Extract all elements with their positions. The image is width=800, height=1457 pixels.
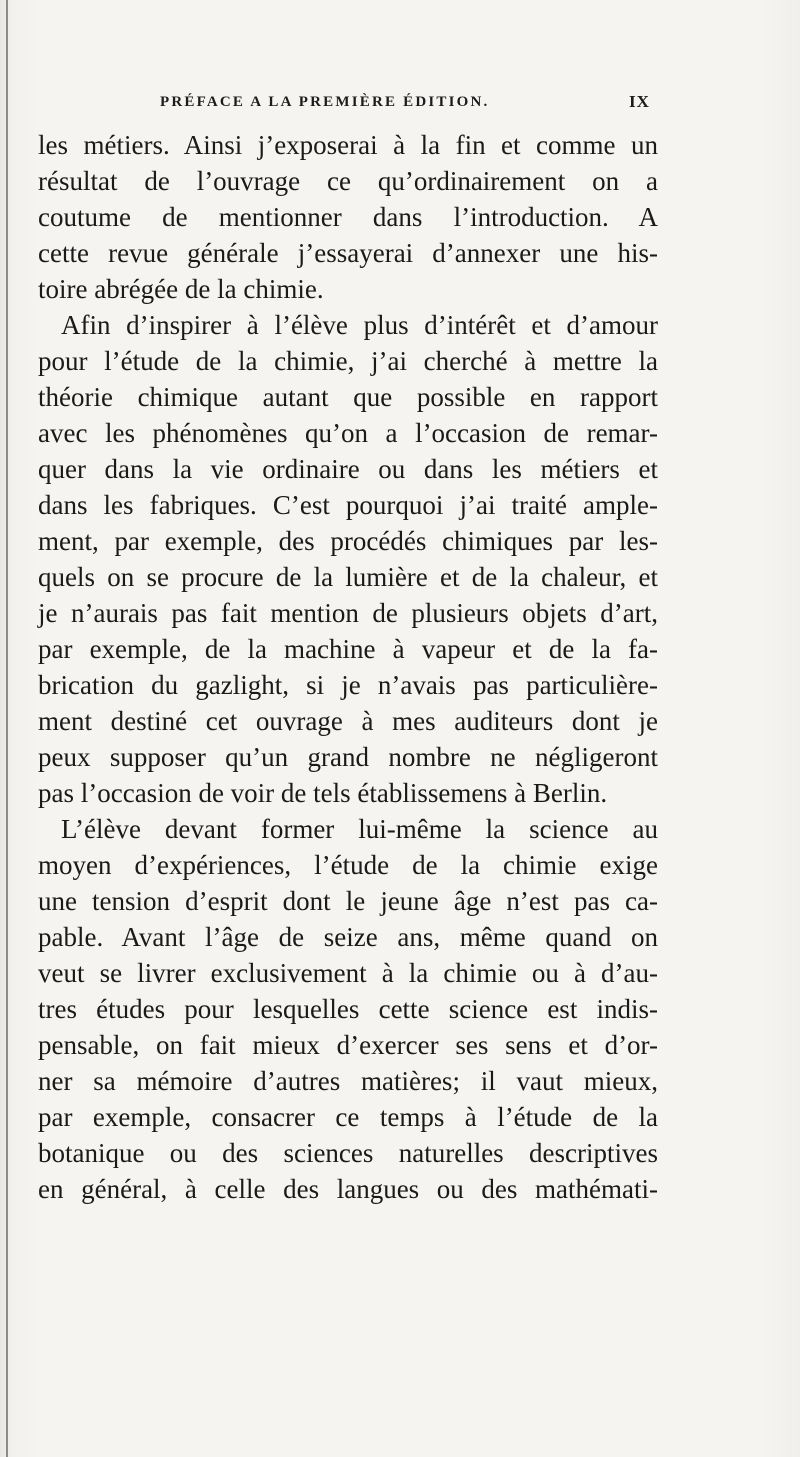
text-line: théorie chimique autant que possible en rapport [38,382,658,412]
text-line: par exemple, consacrer ce temps à l’étude de la [38,1102,658,1132]
text-line: pour l’étude de la chimie, j’ai cherché à mettre la [38,346,658,376]
body-text [38,127,658,1207]
text-line: en général, à celle des langues ou des mathémati- [38,1174,658,1204]
page-edge-rule [6,0,8,1457]
text-line: Afin d’inspirer à l’élève plus d’intérêt et d’amour [61,310,658,340]
text-line: pable. Avant l’âge de seize ans, même quand on [38,922,658,952]
text-line: coutume de mentionner dans l’introduction. A [38,202,658,232]
text-line: résultat de l’ouvrage ce qu’ordinairement on a [38,166,658,196]
text-line: dans les fabriques. C’est pourquoi j’ai traité ample- [38,490,658,520]
text-line: peux supposer qu’un grand nombre ne négligeront [38,742,658,772]
text-line: quels on se procure de la lumière et de la chaleur, et [38,562,658,592]
text-line: ner sa mémoire d’autres matières; il vaut mieux, [38,1066,658,1096]
text-line: pas l’occasion de voir de tels établissemens à Berlin. [38,778,608,808]
text-line: avec les phénomènes qu’on a l’occasion de remar- [38,418,658,448]
page-number: IX [629,92,650,111]
running-header: PRÉFACE A LA PREMIÈRE ÉDITION. [160,94,490,110]
text-line: pensable, on fait mieux d’exercer ses sens et d’or- [38,1030,658,1060]
text-line: veut se livrer exclusivement à la chimie ou à d’au- [38,958,658,988]
text-line: L’élève devant former lui-même la science au [61,814,658,844]
text-line: par exemple, de la machine à vapeur et de la fa- [38,634,658,664]
text-line: moyen d’expériences, l’étude de la chimie exige [38,850,658,880]
text-line: ment, par exemple, des procédés chimiques par les- [38,526,658,556]
text-line: je n’aurais pas fait mention de plusieurs objets d’art, [38,598,658,628]
text-line: les métiers. Ainsi j’exposerai à la fin et comme un [38,130,658,160]
text-line: botanique ou des sciences naturelles descriptives [38,1138,658,1168]
text-line: une tension d’esprit dont le jeune âge n’est pas ca- [38,886,658,916]
text-line: quer dans la vie ordinaire ou dans les métiers et [38,454,658,484]
text-line: brication du gazlight, si je n’avais pas particulière- [38,670,658,700]
text-line: toire abrégée de la chimie. [38,274,324,304]
text-line: cette revue générale j’essayerai d’annexer une his- [38,238,658,268]
text-line: tres études pour lesquelles cette science est indis- [38,994,658,1024]
text-line: ment destiné cet ouvrage à mes auditeurs dont je [38,706,658,736]
